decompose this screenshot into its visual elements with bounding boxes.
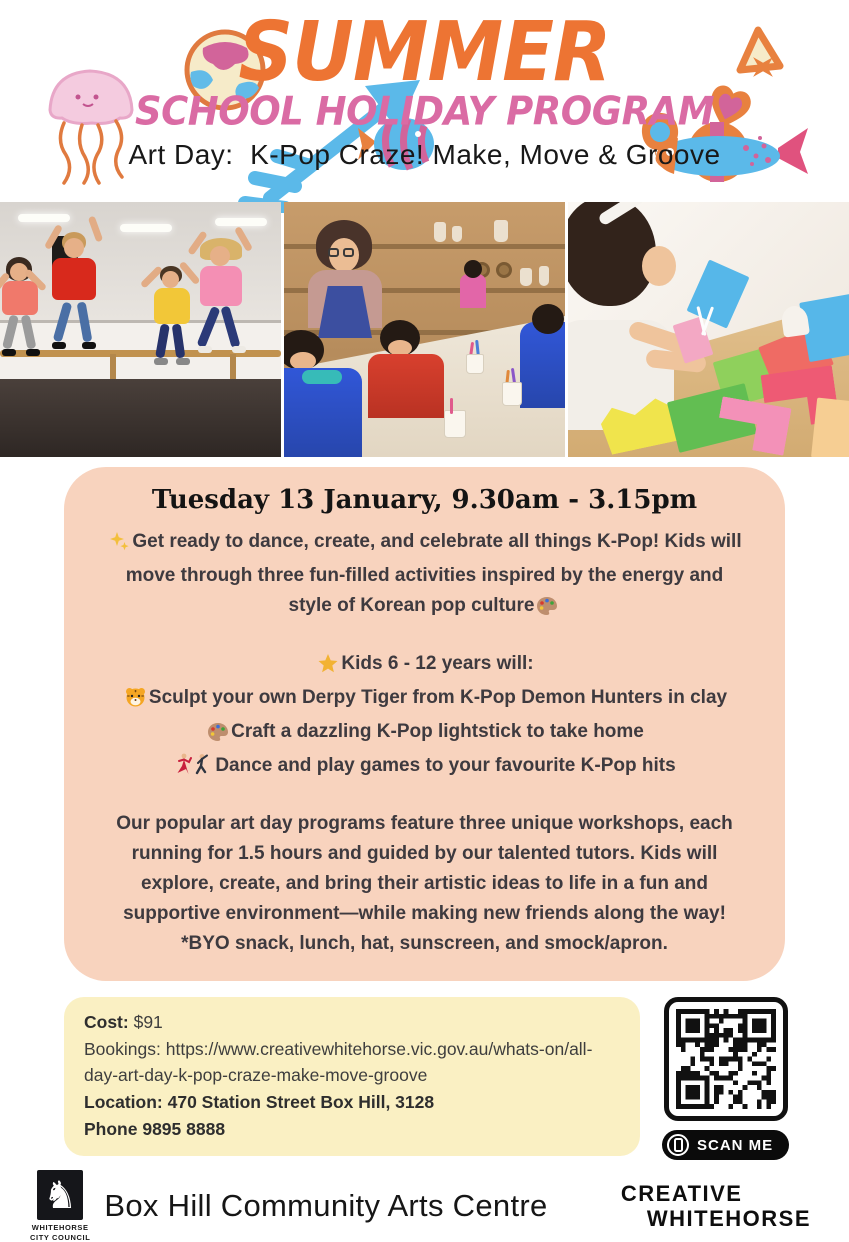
byo-note: *BYO snack, lunch, hat, sunscreen, and smock/apron.	[181, 933, 668, 955]
creative-whitehorse-logo	[621, 1181, 811, 1232]
bookings-url-link[interactable]: https://www.creativewhitehorse.vic.gov.au/whats-on/all-day-art-day-k-pop-craze-make-move-groove	[84, 1038, 593, 1086]
artist-palette-icon	[208, 721, 228, 751]
location-label: Location:	[84, 1091, 163, 1112]
cost-line	[84, 1009, 620, 1036]
flyer-header	[0, 0, 849, 200]
horse-head-icon: ♞	[37, 1170, 83, 1220]
event-tagline: Art Day: K-Pop Craze! Make, Move & Groove	[128, 139, 721, 171]
star-icon	[318, 653, 338, 683]
photo-kids-jumping-dance-studio	[0, 202, 281, 457]
program-subtitle: SCHOOL HOLIDAY PROGRAM	[134, 89, 715, 135]
footer	[0, 1160, 849, 1242]
event-date-heading: Tuesday 13 January, 9.30am - 3.15pm	[151, 485, 698, 515]
council-caption	[30, 1223, 90, 1242]
booking-info-box	[64, 997, 640, 1156]
age-line	[106, 649, 743, 683]
event-details-panel	[64, 467, 785, 981]
activity-line	[106, 683, 743, 717]
activity-text: Dance and play games to your favourite K-Pop hits	[215, 755, 676, 777]
tiger-face-icon	[125, 687, 146, 717]
program-title: SUMMER	[238, 3, 611, 100]
location-line	[84, 1089, 620, 1116]
photo-girl-cutting-coloured-paper	[568, 202, 849, 457]
bookings-label: Bookings:	[84, 1038, 161, 1059]
activity-text: Craft a dazzling K-Pop lightstick to take home	[231, 721, 644, 743]
cost-label: Cost:	[84, 1012, 129, 1033]
sparkles-icon	[110, 531, 129, 561]
age-line-text: Kids 6 - 12 years will:	[341, 653, 534, 675]
dancers-icon	[176, 753, 212, 785]
phone-line: Phone 9895 8888	[84, 1118, 226, 1139]
cost-value: $91	[133, 1012, 163, 1033]
activity-line	[106, 751, 743, 785]
activity-text: Sculpt your own Derpy Tiger from K-Pop Demon Hunters in clay	[148, 687, 728, 709]
bookings-line	[84, 1036, 620, 1089]
whitehorse-council-logo	[30, 1170, 90, 1242]
phone-icon	[667, 1134, 689, 1156]
brand-line-1: CREATIVE	[620, 1180, 743, 1206]
event-description: Our popular art day programs feature three unique workshops, each running for 1.5 hours and guided by our talented tutors. Kids will explore, create, and bring their artistic ideas to life in a fun and supportive environment—while making new friends along the way!	[116, 813, 733, 925]
booking-info-row	[64, 997, 791, 1160]
brand-line-2: WHITEHORSE	[646, 1206, 811, 1232]
venue-name: Box Hill Community Arts Centre	[104, 1188, 548, 1224]
photo-kids-pottery-art-class	[284, 202, 565, 457]
council-type: CITY COUNCIL	[30, 1232, 91, 1242]
scan-me-label: SCAN ME	[697, 1136, 774, 1154]
scan-me-badge	[662, 1130, 789, 1160]
location-value: 470 Station Street Box Hill, 3128	[167, 1091, 435, 1112]
qr-code	[664, 997, 788, 1121]
event-intro-text: Get ready to dance, create, and celebrate all things K-Pop! Kids will move through three fun-filled activities inspired by the energy and style of Korean pop culture	[125, 531, 742, 617]
activity-line	[106, 717, 743, 751]
event-intro	[106, 527, 743, 625]
artist-palette-icon	[537, 595, 557, 625]
council-name: WHITEHORSE	[31, 1223, 89, 1233]
qr-block	[662, 997, 789, 1160]
photo-strip	[0, 202, 849, 457]
